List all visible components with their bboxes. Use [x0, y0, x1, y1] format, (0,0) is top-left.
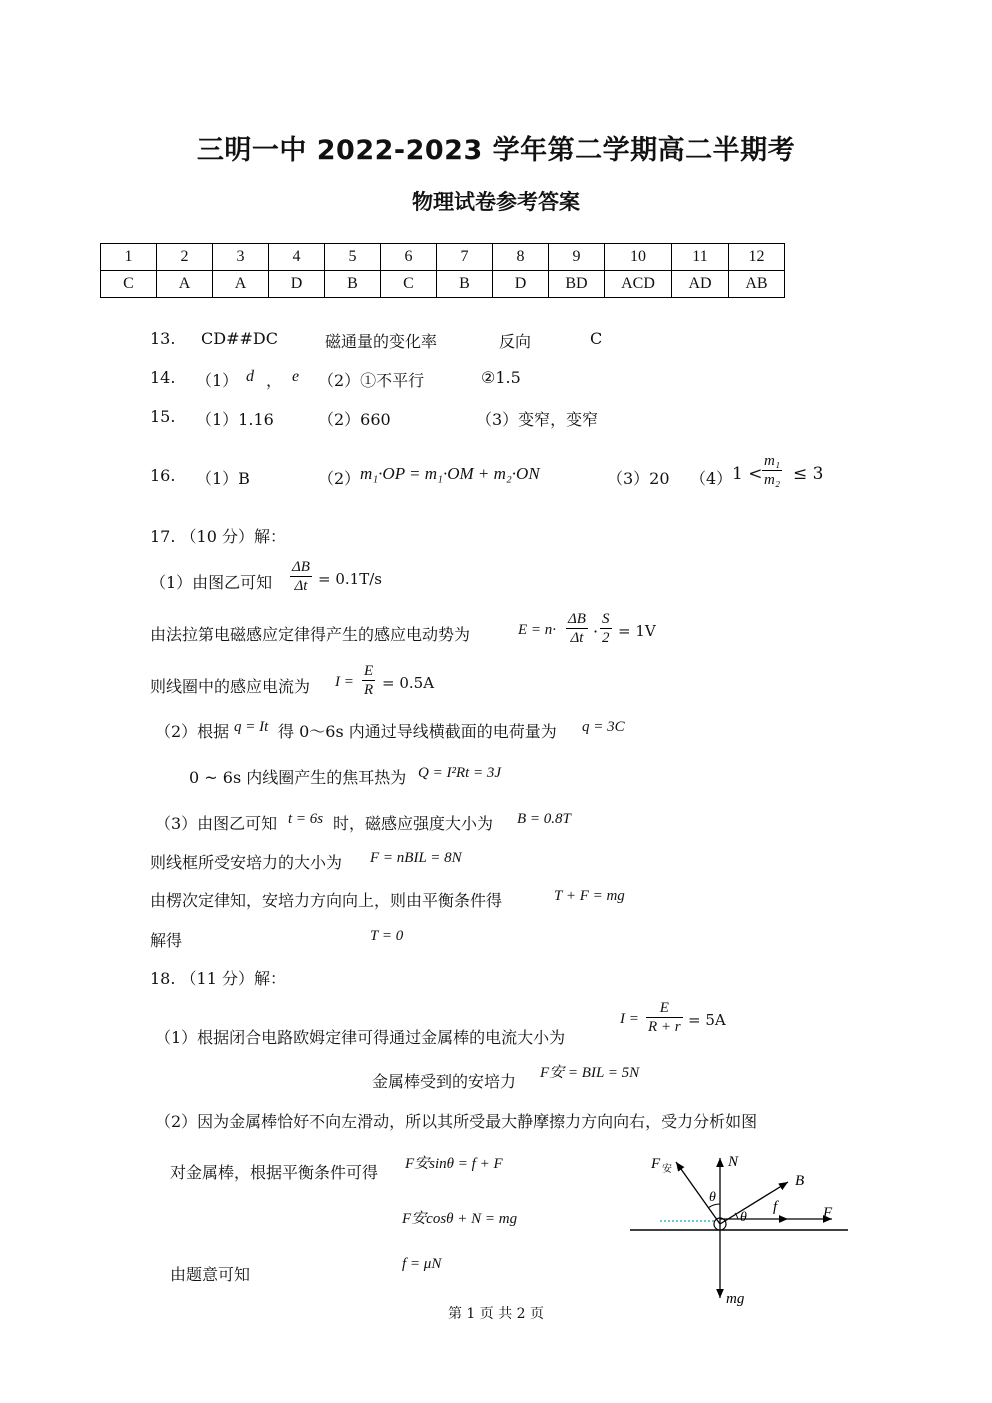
- answer-table-answers-row: [101, 271, 785, 298]
- label-theta-1: θ: [709, 1190, 716, 1205]
- table-cell: 7: [437, 244, 493, 271]
- q17-rate-fraction: [290, 558, 312, 595]
- q14-answer-e: e: [292, 368, 300, 385]
- q16-ratio-numerator: m₁: [764, 453, 781, 469]
- q18-line-6: 由题意可知: [170, 1265, 251, 1284]
- table-cell: AB: [729, 271, 785, 298]
- q18-line-4: 对金属棒，根据平衡条件可得: [170, 1163, 379, 1182]
- fraction-denominator: R: [364, 682, 374, 698]
- table-cell: 3: [213, 244, 269, 271]
- table-cell: 11: [672, 244, 729, 271]
- q17-line-4-mid: 得 0～6s 内通过导线横截面的电荷量为: [278, 722, 557, 741]
- magnetic-field-arrow: [720, 1182, 788, 1224]
- label-f-an: F: [651, 1156, 661, 1172]
- q17-line-1: （1）由图乙可知: [150, 573, 273, 592]
- table-cell: AD: [672, 271, 729, 298]
- q17-line-4-eq-2: q = 3C: [582, 719, 625, 735]
- q17-line-2-dot: ·: [593, 622, 599, 641]
- force-diagram: [620, 1148, 860, 1308]
- q17-emf-fraction-2: [600, 610, 612, 647]
- label-mg: mg: [726, 1291, 745, 1307]
- q18-line-1: （1）根据闭合电路欧姆定律可得通过金属棒的电流大小为: [155, 1028, 566, 1047]
- q17-line-3: 则线圈中的感应电流为: [150, 677, 311, 696]
- fraction-denominator: Δt: [294, 578, 308, 594]
- q18-line-1-result: = 5A: [688, 1011, 726, 1029]
- table-cell: 1: [101, 244, 157, 271]
- q16-part-3: （3）20: [607, 469, 670, 488]
- fraction-denominator: R + r: [648, 1019, 681, 1035]
- q17-line-8: 由楞次定律知，安培力方向向上，则由平衡条件得: [150, 891, 503, 910]
- q14-part-1: （1）: [196, 371, 239, 390]
- q15-number: 15.: [150, 407, 176, 426]
- q17-line-1-result: = 0.1T/s: [318, 570, 382, 588]
- q13-answer-3: 反向: [499, 332, 532, 351]
- q17-line-9: 解得: [150, 931, 183, 950]
- label-b: B: [795, 1173, 805, 1189]
- page-footer: 第 1 页 共 2 页: [447, 1306, 545, 1322]
- q17-line-6: （3）由图乙可知: [155, 814, 278, 833]
- table-cell: A: [157, 271, 213, 298]
- table-cell: 10: [605, 244, 672, 271]
- table-cell: B: [325, 271, 381, 298]
- table-cell: 2: [157, 244, 213, 271]
- q18-current-fraction: [646, 999, 683, 1036]
- q17-line-2: 由法拉第电磁感应定律得产生的感应电动势为: [150, 625, 471, 644]
- q14-comma: ，: [266, 371, 283, 390]
- q14-answer-d: d: [246, 368, 254, 385]
- table-cell: D: [269, 271, 325, 298]
- q17-line-2-result: = 1V: [618, 622, 656, 640]
- q17-line-9-eq: T = 0: [370, 928, 404, 944]
- q13-answer-1: CD##DC: [201, 329, 278, 348]
- q13-answer-2: 磁通量的变化率: [325, 332, 438, 351]
- q16-ineq-left: 1 <: [732, 464, 763, 484]
- fraction-numerator: E: [646, 999, 683, 1018]
- q16-part-1: （1）B: [196, 469, 250, 488]
- q18-line-3: （2）因为金属棒恰好不向左滑动，所以其所受最大静摩擦力方向向右，受力分析如图: [155, 1112, 758, 1131]
- fraction-denominator: 2: [602, 630, 610, 646]
- table-cell: 6: [381, 244, 437, 271]
- q17-line-7: 则线框所受安培力的大小为: [150, 853, 343, 872]
- q18-header: 18. （11 分）解：: [150, 969, 286, 988]
- label-n: N: [728, 1154, 739, 1170]
- q17-line-4-eq-1: q = It: [234, 719, 269, 735]
- q15-part-3: （3）变窄，变窄: [476, 410, 599, 429]
- q13-answer-4: C: [590, 329, 603, 348]
- q14-number: 14.: [150, 368, 176, 387]
- fraction-numerator: E: [364, 663, 374, 679]
- q14-part-3: ②1.5: [481, 368, 521, 387]
- table-cell: B: [437, 271, 493, 298]
- q15-part-2: （2）660: [318, 410, 391, 429]
- fraction-numerator: ΔB: [292, 559, 310, 575]
- table-cell: C: [381, 271, 437, 298]
- q17-line-6-eq-2: B = 0.8T: [517, 811, 571, 827]
- q18-line-1-i: I =: [620, 1011, 639, 1027]
- table-cell: 8: [493, 244, 549, 271]
- q18-line-2-eq: F安 = BIL = 5N: [540, 1065, 640, 1081]
- q17-emf-fraction-1: [566, 610, 588, 647]
- q16-mass-ratio: [762, 452, 782, 489]
- table-cell: 9: [549, 244, 605, 271]
- q18-line-2: 金属棒受到的安培力: [372, 1072, 517, 1091]
- q16-number: 16.: [150, 466, 176, 485]
- label-force-f: F: [823, 1205, 833, 1221]
- table-cell: 12: [729, 244, 785, 271]
- q17-line-7-eq: F = nBIL = 8N: [370, 850, 462, 866]
- table-cell: ACD: [605, 271, 672, 298]
- page-subtitle: 物理试卷参考答案: [412, 190, 580, 214]
- fraction-numerator: S: [602, 611, 610, 627]
- q17-line-5: 0 ~ 6s 内线圈产生的焦耳热为: [189, 768, 407, 787]
- answer-table: [100, 243, 785, 298]
- q17-line-6-mid: 时，磁感应强度大小为: [333, 814, 494, 833]
- page-title: 三明一中 2022-2023 学年第二学期高二半期考: [196, 135, 796, 166]
- label-theta-2: θ: [740, 1210, 747, 1225]
- fraction-numerator: ΔB: [568, 611, 586, 627]
- table-cell: C: [101, 271, 157, 298]
- table-cell: A: [213, 271, 269, 298]
- table-cell: D: [493, 271, 549, 298]
- q13-number: 13.: [150, 329, 176, 348]
- q17-header: 17. （10 分）解：: [150, 527, 286, 546]
- table-cell: 4: [269, 244, 325, 271]
- q17-line-2-e: E = n·: [518, 622, 557, 638]
- q18-line-6-eq: f = μN: [402, 1256, 442, 1272]
- q17-current-fraction: [362, 662, 375, 699]
- q17-line-8-eq: T + F = mg: [554, 888, 625, 904]
- fraction-denominator: Δt: [570, 630, 584, 646]
- q16-ineq-right: ≤ 3: [793, 464, 824, 484]
- q17-line-3-result: = 0.5A: [382, 674, 435, 692]
- q17-line-3-i: I =: [335, 674, 354, 690]
- q18-line-5-eq: F安cosθ + N = mg: [402, 1211, 518, 1227]
- q16-equation: m₁·OP = m₁·OM + m₂·ON: [360, 464, 540, 483]
- label-f: f: [773, 1199, 778, 1215]
- q14-part-2: （2）①不平行: [318, 371, 425, 390]
- q15-part-1: （1）1.16: [196, 410, 274, 429]
- q17-line-5-eq: Q = I²Rt = 3J: [418, 765, 502, 781]
- label-f-an-sub: 安: [662, 1164, 672, 1175]
- q18-line-4-eq: F安sinθ = f + F: [405, 1156, 503, 1172]
- q16-ratio-denominator: m₂: [764, 472, 781, 488]
- q16-part-4: （4）: [690, 469, 733, 488]
- answer-table-numbers-row: [101, 244, 785, 271]
- table-cell: BD: [549, 271, 605, 298]
- q17-line-6-eq-1: t = 6s: [288, 811, 324, 827]
- q17-line-4: （2）根据: [155, 722, 230, 741]
- q16-part-2: （2）: [318, 469, 361, 488]
- table-cell: 5: [325, 244, 381, 271]
